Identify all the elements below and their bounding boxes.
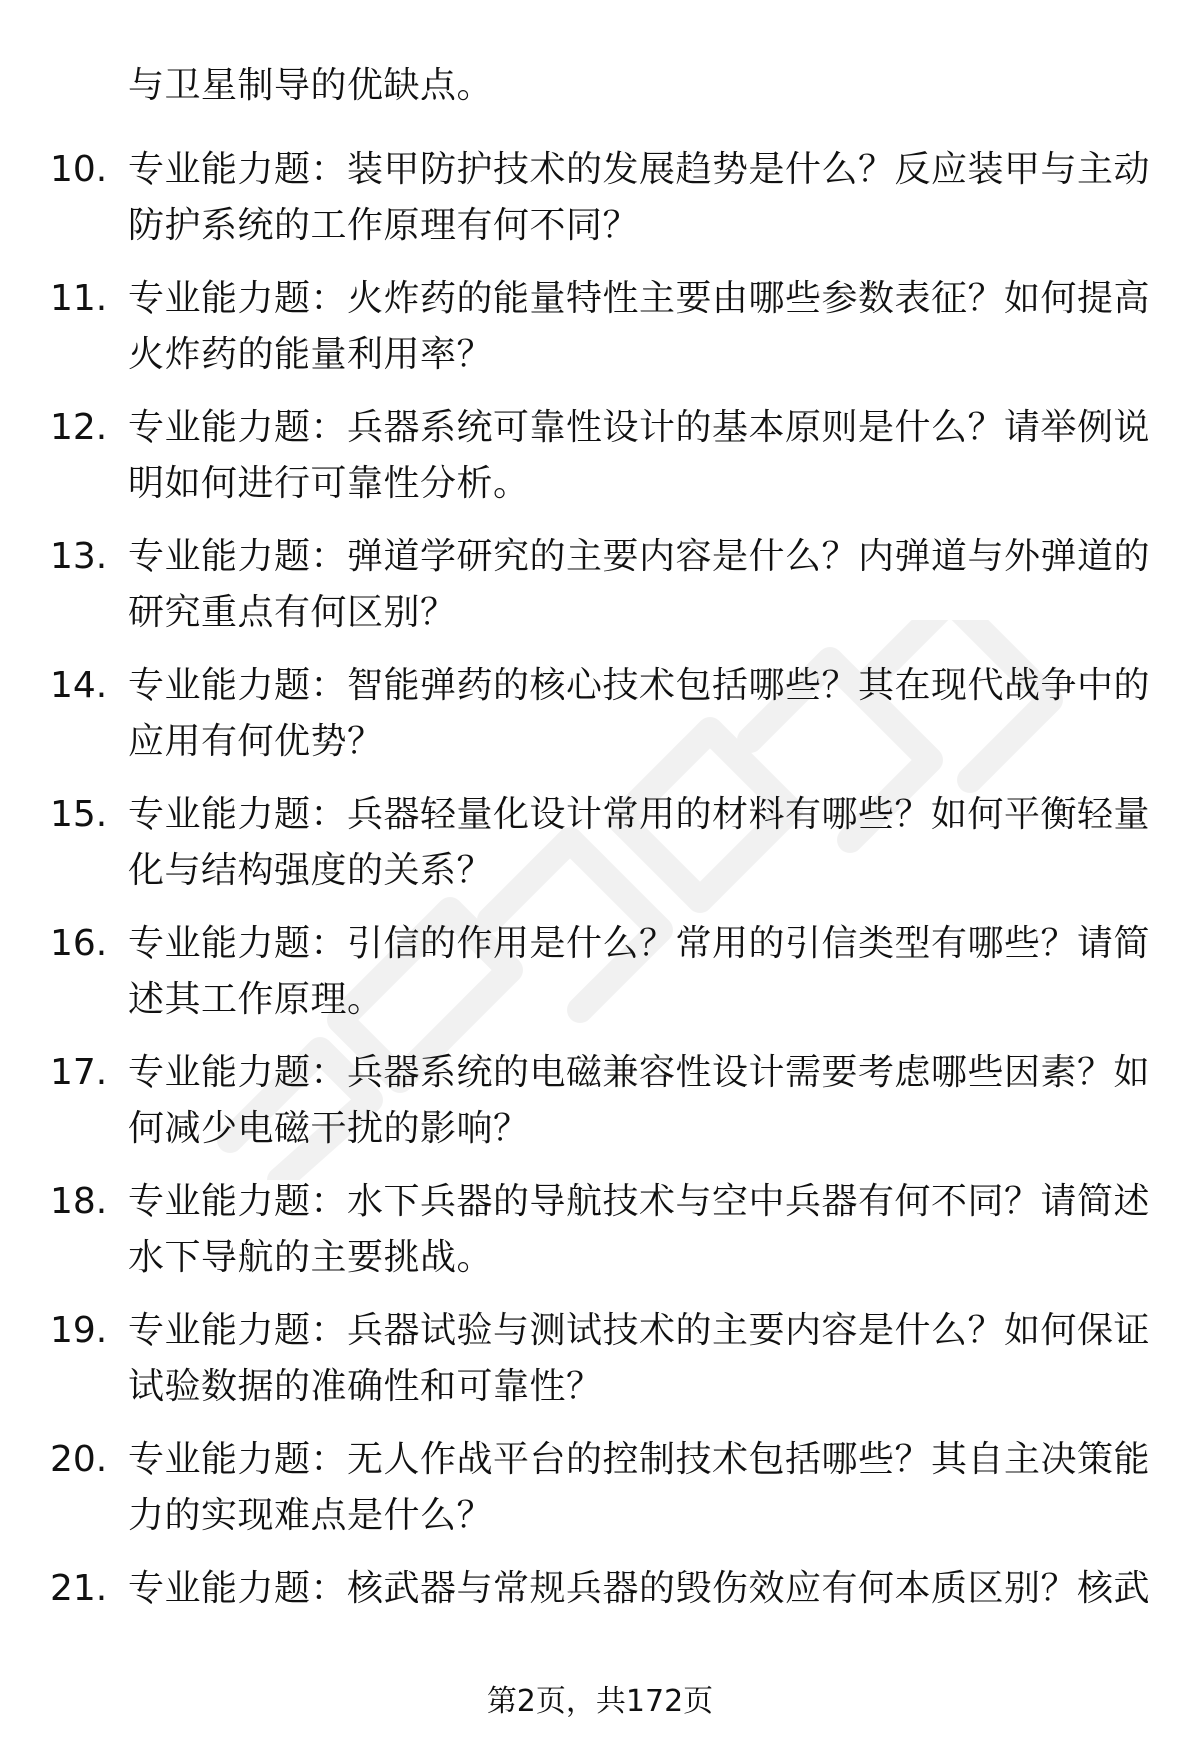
question-text: 专业能力题：核武器与常规兵器的毁伤效应有何本质区别？核武 — [128, 1568, 1151, 1609]
question-number: 15. — [50, 794, 108, 835]
continuation-text: 与卫星制导的优缺点。 — [128, 65, 494, 106]
question-text: 专业能力题：智能弹药的核心技术包括哪些？其在现代战争中的应用有何优势？ — [128, 665, 1151, 762]
question-text: 专业能力题：兵器系统的电磁兼容性设计需要考虑哪些因素？如何减少电磁干扰的影响？ — [128, 1052, 1151, 1149]
question-text: 专业能力题：火炸药的能量特性主要由哪些参数表征？如何提高火炸药的能量利用率？ — [128, 278, 1151, 375]
list-item — [50, 658, 1150, 787]
question-number: 19. — [50, 1310, 108, 1351]
question-number: 20. — [50, 1439, 108, 1480]
question-text: 专业能力题：兵器系统可靠性设计的基本原则是什么？请举例说明如何进行可靠性分析。 — [128, 407, 1151, 504]
list-item — [50, 1303, 1150, 1432]
list-item — [50, 1174, 1150, 1303]
question-number: 11. — [50, 278, 108, 319]
question-list — [50, 142, 1150, 1690]
question-text: 专业能力题：弹道学研究的主要内容是什么？内弹道与外弹道的研究重点有何区别？ — [128, 536, 1151, 633]
list-item — [50, 529, 1150, 658]
list-item — [50, 916, 1150, 1045]
list-item — [50, 271, 1150, 400]
list-item — [50, 1561, 1150, 1690]
list-item — [50, 142, 1150, 271]
list-item — [50, 400, 1150, 529]
question-number: 18. — [50, 1181, 108, 1222]
list-item — [50, 787, 1150, 916]
question-number: 13. — [50, 536, 108, 577]
question-number: 21. — [50, 1568, 108, 1609]
question-text: 专业能力题：装甲防护技术的发展趋势是什么？反应装甲与主动防护系统的工作原理有何不同？ — [128, 149, 1151, 246]
question-text: 专业能力题：水下兵器的导航技术与空中兵器有何不同？请简述水下导航的主要挑战。 — [128, 1181, 1151, 1278]
question-number: 10. — [50, 149, 108, 190]
question-number: 16. — [50, 923, 108, 964]
page-footer: 第2页，共172页 — [486, 1684, 714, 1719]
question-text: 专业能力题：兵器试验与测试技术的主要内容是什么？如何保证试验数据的准确性和可靠性？ — [128, 1310, 1151, 1407]
question-number: 12. — [50, 407, 108, 448]
question-text: 专业能力题：无人作战平台的控制技术包括哪些？其自主决策能力的实现难点是什么？ — [128, 1439, 1151, 1536]
list-item — [50, 1432, 1150, 1561]
question-number: 17. — [50, 1052, 108, 1093]
question-number: 14. — [50, 665, 108, 706]
question-text: 专业能力题：引信的作用是什么？常用的引信类型有哪些？请简述其工作原理。 — [128, 923, 1151, 1020]
list-item — [50, 1045, 1150, 1174]
question-text: 专业能力题：兵器轻量化设计常用的材料有哪些？如何平衡轻量化与结构强度的关系？ — [128, 794, 1151, 891]
